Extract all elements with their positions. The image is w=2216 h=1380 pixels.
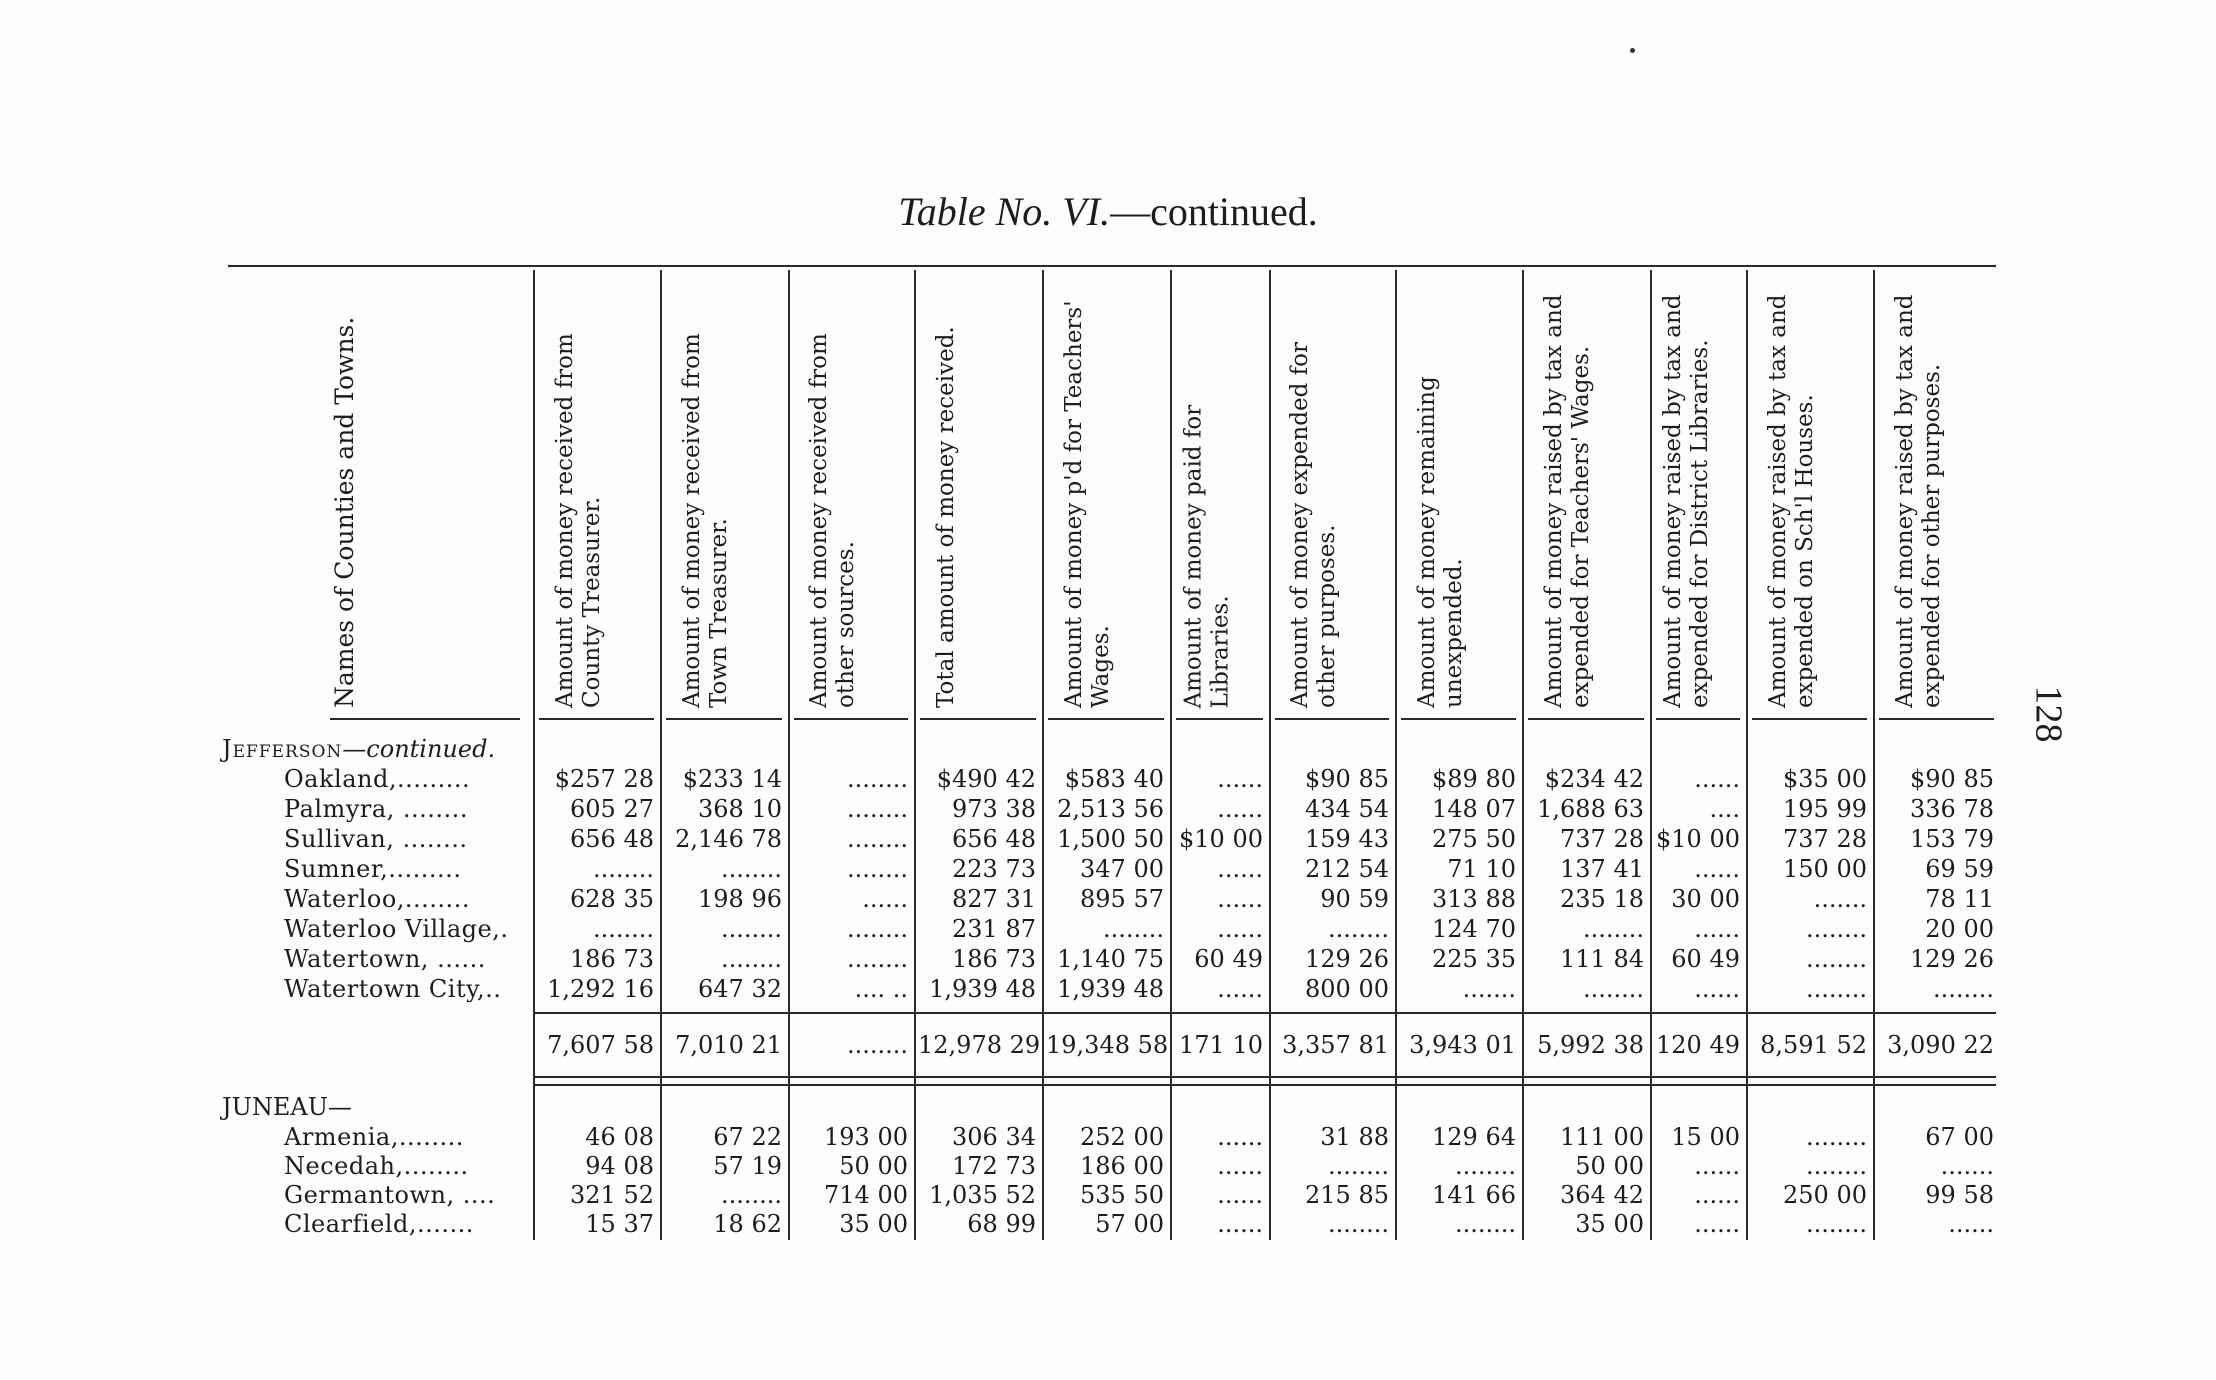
table-cell: $89 80 xyxy=(1432,765,1516,793)
table-cell: ........ xyxy=(846,945,908,973)
header-bottom-rule xyxy=(1752,718,1867,720)
table-cell: 129 26 xyxy=(1910,945,1994,973)
table-cell: 5,992 38 xyxy=(1537,1031,1644,1059)
county-label-jefferson xyxy=(222,734,495,764)
table-cell: ........ xyxy=(1582,915,1644,943)
table-cell: 313 88 xyxy=(1432,885,1516,913)
table-cell: 68 99 xyxy=(967,1210,1036,1238)
town-name: Armenia,........ xyxy=(284,1123,464,1151)
table-cell: $257 28 xyxy=(554,765,654,793)
header-bottom-rule xyxy=(1176,718,1263,720)
table-cell: 535 50 xyxy=(1080,1181,1164,1209)
table-cell: ...... xyxy=(1217,1152,1263,1180)
table-cell: ........ xyxy=(1805,975,1867,1003)
table-cell: 656 48 xyxy=(952,825,1036,853)
town-name: Germantown, .... xyxy=(284,1181,496,1209)
town-name: Waterloo,........ xyxy=(284,885,470,913)
table-top-rule xyxy=(228,265,1996,267)
table-cell: 7,607 58 xyxy=(547,1031,654,1059)
table-cell: ........ xyxy=(1327,1210,1389,1238)
column-rule xyxy=(660,270,662,1240)
table-cell: 129 64 xyxy=(1432,1123,1516,1151)
header-bottom-rule xyxy=(920,718,1036,720)
table-cell: 186 73 xyxy=(952,945,1036,973)
county-name: Jefferson xyxy=(222,735,343,763)
column-header: Total amount of money received. xyxy=(933,326,959,708)
table-cell: 57 00 xyxy=(1095,1210,1164,1238)
table-cell: 223 73 xyxy=(952,855,1036,883)
table-cell: ........ xyxy=(846,1031,908,1059)
table-cell: ...... xyxy=(862,885,908,913)
table-cell: ........ xyxy=(720,855,782,883)
table-cell: 225 35 xyxy=(1432,945,1516,973)
town-name: Palmyra, ........ xyxy=(284,795,468,823)
table-cell: ...... xyxy=(1217,1210,1263,1238)
table-cell: 60 49 xyxy=(1671,945,1740,973)
town-name: Waterloo Village,. xyxy=(284,915,509,943)
table-cell: 252 00 xyxy=(1080,1123,1164,1151)
table-cell: 15 00 xyxy=(1671,1123,1740,1151)
column-header: Amount of money raised by tax and expended for District Libraries. xyxy=(1660,294,1713,708)
table-cell: ........ xyxy=(846,825,908,853)
town-name: Oakland,......... xyxy=(284,765,471,793)
table-cell: 20 00 xyxy=(1925,915,1994,943)
table-cell: 434 54 xyxy=(1305,795,1389,823)
table-cell: ........ xyxy=(1805,1123,1867,1151)
table-cell: 141 66 xyxy=(1432,1181,1516,1209)
table-cell: 67 22 xyxy=(713,1123,782,1151)
table-cell: 69 59 xyxy=(1925,855,1994,883)
table-cell: 714 00 xyxy=(824,1181,908,1209)
header-bottom-rule xyxy=(1656,718,1740,720)
table-cell: 321 52 xyxy=(570,1181,654,1209)
table-cell: 1,688 63 xyxy=(1537,795,1644,823)
totals-bottom-rule xyxy=(533,1084,1996,1086)
column-header: Names of Counties and Towns. xyxy=(330,316,359,708)
table-cell: ........ xyxy=(720,915,782,943)
column-header: Amount of money raised by tax and expended on Sch'l Houses. xyxy=(1764,294,1818,708)
table-cell: ........ xyxy=(1102,915,1164,943)
table-cell: 973 38 xyxy=(952,795,1036,823)
table-cell: 250 00 xyxy=(1783,1181,1867,1209)
column-rule xyxy=(1395,270,1397,1240)
header-bottom-rule xyxy=(1401,718,1516,720)
table-cell: ........ xyxy=(720,945,782,973)
print-speck xyxy=(1630,48,1635,53)
table-cell: 111 84 xyxy=(1560,945,1644,973)
table-cell: ...... xyxy=(1217,1181,1263,1209)
table-cell: 12,978 29 xyxy=(918,1031,1041,1059)
table-cell: 2,146 78 xyxy=(675,825,782,853)
table-cell: 1,500 50 xyxy=(1057,825,1164,853)
table-cell: 153 79 xyxy=(1910,825,1994,853)
table-cell: 150 00 xyxy=(1783,855,1867,883)
table-cell: $490 42 xyxy=(936,765,1036,793)
table-cell: 193 00 xyxy=(824,1123,908,1151)
table-cell: 137 41 xyxy=(1560,855,1644,883)
table-cell: 111 00 xyxy=(1560,1123,1644,1151)
table-cell: ...... xyxy=(1694,915,1740,943)
column-header: Amount of money received from other sources. xyxy=(806,333,859,708)
town-name: Sumner,......... xyxy=(284,855,462,883)
column-header: Amount of money remaining unexpended. xyxy=(1413,376,1467,708)
table-cell: .... .. xyxy=(854,975,908,1003)
table-cell: 368 10 xyxy=(698,795,782,823)
table-cell: ........ xyxy=(1805,945,1867,973)
table-cell: 148 07 xyxy=(1432,795,1516,823)
table-cell: ........ xyxy=(1932,975,1994,1003)
column-rule xyxy=(1522,270,1524,1240)
title-italic: Table No. VI. xyxy=(898,189,1111,234)
table-cell: 212 54 xyxy=(1305,855,1389,883)
table-cell: 1,939 48 xyxy=(929,975,1036,1003)
header-bottom-rule xyxy=(1528,718,1644,720)
table-cell: 171 10 xyxy=(1179,1031,1263,1059)
header-bottom-rule xyxy=(1048,718,1164,720)
table-cell: 2,513 56 xyxy=(1057,795,1164,823)
table-cell: 827 31 xyxy=(952,885,1036,913)
header-bottom-rule xyxy=(1879,718,1994,720)
column-header: Amount of money p'd for Teachers' Wages. xyxy=(1061,300,1114,708)
column-rule xyxy=(533,270,535,1240)
table-cell: $35 00 xyxy=(1783,765,1867,793)
table-cell: 215 85 xyxy=(1305,1181,1389,1209)
table-cell: 71 10 xyxy=(1447,855,1516,883)
table-cell: .... xyxy=(1709,795,1740,823)
table-cell: 231 87 xyxy=(952,915,1036,943)
table-cell: ....... xyxy=(1940,1152,1994,1180)
table-cell: 35 00 xyxy=(1575,1210,1644,1238)
table-cell: ...... xyxy=(1694,855,1740,883)
table-cell: 895 57 xyxy=(1080,885,1164,913)
table-cell: ...... xyxy=(1694,1181,1740,1209)
table-cell: $234 42 xyxy=(1544,765,1644,793)
table-cell: 99 58 xyxy=(1925,1181,1994,1209)
column-header: Amount of money received from County Treasurer. xyxy=(551,333,605,708)
table-cell: ........ xyxy=(1582,975,1644,1003)
column-header: Amount of money received from Town Treasurer. xyxy=(679,333,732,708)
table-cell: 172 73 xyxy=(952,1152,1036,1180)
table-cell: ...... xyxy=(1217,795,1263,823)
column-header: Amount of money raised by tax and expended for Teachers' Wages. xyxy=(1541,294,1594,708)
table-cell: 35 00 xyxy=(839,1210,908,1238)
column-header: Amount of money paid for Libraries. xyxy=(1180,404,1233,708)
table-cell: 1,939 48 xyxy=(1057,975,1164,1003)
table-cell: 57 19 xyxy=(713,1152,782,1180)
table-cell: 306 34 xyxy=(952,1123,1036,1151)
table-cell: 50 00 xyxy=(1575,1152,1644,1180)
table-cell: 50 00 xyxy=(839,1152,908,1180)
table-cell: 78 11 xyxy=(1925,885,1994,913)
table-cell: ...... xyxy=(1217,915,1263,943)
table-cell: $233 14 xyxy=(682,765,782,793)
column-header: Amount of money raised by tax and expended for other purposes. xyxy=(1891,294,1945,708)
table-cell: 628 35 xyxy=(570,885,654,913)
table-cell: 19,348 58 xyxy=(1046,1031,1169,1059)
column-rule xyxy=(1746,270,1748,1240)
table-cell: 46 08 xyxy=(585,1123,654,1151)
town-name: Clearfield,....... xyxy=(284,1210,474,1238)
table-cell: 7,010 21 xyxy=(675,1031,782,1059)
table-cell: ........ xyxy=(846,915,908,943)
column-rule xyxy=(1269,270,1271,1240)
totals-top-rule xyxy=(533,1012,1996,1014)
table-cell: ....... xyxy=(1462,975,1516,1003)
table-cell: 186 00 xyxy=(1080,1152,1164,1180)
table-cell: 1,035 52 xyxy=(929,1181,1036,1209)
totals-bottom-rule xyxy=(533,1076,1996,1078)
column-rule xyxy=(1170,270,1172,1240)
table-cell: 15 37 xyxy=(585,1210,654,1238)
table-cell: $90 85 xyxy=(1305,765,1389,793)
table-cell: ........ xyxy=(846,855,908,883)
table-cell: ........ xyxy=(1454,1210,1516,1238)
table-cell: 737 28 xyxy=(1783,825,1867,853)
table-cell: 30 00 xyxy=(1671,885,1740,913)
table-cell: ...... xyxy=(1948,1210,1994,1238)
table-cell: ...... xyxy=(1694,1152,1740,1180)
table-cell: ...... xyxy=(1217,975,1263,1003)
table-cell: 336 78 xyxy=(1910,795,1994,823)
table-cell: 1,292 16 xyxy=(547,975,654,1003)
county-label-juneau: JUNEAU— xyxy=(222,1093,352,1121)
table-cell: ...... xyxy=(1217,885,1263,913)
table-cell: 120 49 xyxy=(1656,1031,1740,1059)
table-cell: ........ xyxy=(1454,1152,1516,1180)
table-cell: 129 26 xyxy=(1305,945,1389,973)
table-cell: ....... xyxy=(1813,885,1867,913)
table-cell: 90 59 xyxy=(1320,885,1389,913)
table-cell: ...... xyxy=(1694,1210,1740,1238)
table-cell: ........ xyxy=(720,1181,782,1209)
table-cell: 94 08 xyxy=(585,1152,654,1180)
county-continued: —continued. xyxy=(342,735,496,763)
table-cell: 275 50 xyxy=(1432,825,1516,853)
table-cell: ...... xyxy=(1217,1123,1263,1151)
column-header: Amount of money expended for other purposes. xyxy=(1287,342,1340,708)
page-title xyxy=(0,188,2216,235)
table-cell: 737 28 xyxy=(1560,825,1644,853)
table-cell: ...... xyxy=(1694,975,1740,1003)
table-cell: 195 99 xyxy=(1783,795,1867,823)
table-cell: 605 27 xyxy=(570,795,654,823)
table-cell: 656 48 xyxy=(570,825,654,853)
table-cell: ........ xyxy=(592,855,654,883)
table-cell: 198 96 xyxy=(698,885,782,913)
table-cell: 8,591 52 xyxy=(1760,1031,1867,1059)
table-cell: 235 18 xyxy=(1560,885,1644,913)
table-cell: 60 49 xyxy=(1194,945,1263,973)
table-cell: 3,090 22 xyxy=(1887,1031,1994,1059)
table-cell: $10 00 xyxy=(1179,825,1263,853)
header-bottom-rule xyxy=(330,718,520,720)
table-cell: 124 70 xyxy=(1432,915,1516,943)
town-name: Watertown, ...... xyxy=(284,945,486,973)
table-cell: ........ xyxy=(1805,915,1867,943)
table-cell: ........ xyxy=(1805,1210,1867,1238)
table-cell: 347 00 xyxy=(1080,855,1164,883)
table-cell: ........ xyxy=(846,795,908,823)
table-cell: 31 88 xyxy=(1320,1123,1389,1151)
town-name: Sullivan, ........ xyxy=(284,825,468,853)
table-cell: 647 32 xyxy=(698,975,782,1003)
table-cell: ...... xyxy=(1694,765,1740,793)
table-cell: ........ xyxy=(592,915,654,943)
column-rule xyxy=(914,270,916,1240)
table-cell: ........ xyxy=(1805,1152,1867,1180)
table-cell: ........ xyxy=(1327,915,1389,943)
table-cell: $10 00 xyxy=(1656,825,1740,853)
header-bottom-rule xyxy=(539,718,654,720)
column-rule xyxy=(1650,270,1652,1240)
table-cell: 3,943 01 xyxy=(1409,1031,1516,1059)
table-cell: 18 62 xyxy=(713,1210,782,1238)
title-rest: —continued. xyxy=(1110,189,1318,234)
table-cell: ........ xyxy=(1327,1152,1389,1180)
page-number: 128 xyxy=(2027,685,2070,743)
table-cell: 186 73 xyxy=(570,945,654,973)
header-bottom-rule xyxy=(794,718,908,720)
table-cell: ........ xyxy=(846,765,908,793)
town-name: Necedah,........ xyxy=(284,1152,469,1180)
table-cell: ...... xyxy=(1217,855,1263,883)
column-rule xyxy=(1873,270,1875,1240)
table-cell: $583 40 xyxy=(1064,765,1164,793)
table-cell: $90 85 xyxy=(1910,765,1994,793)
header-bottom-rule xyxy=(666,718,782,720)
table-cell: 1,140 75 xyxy=(1057,945,1164,973)
table-cell: 800 00 xyxy=(1305,975,1389,1003)
table-cell: 364 42 xyxy=(1560,1181,1644,1209)
table-cell: 3,357 81 xyxy=(1282,1031,1389,1059)
table-cell: ...... xyxy=(1217,765,1263,793)
header-bottom-rule xyxy=(1275,718,1389,720)
column-rule xyxy=(788,270,790,1240)
table-cell: 67 00 xyxy=(1925,1123,1994,1151)
town-name: Watertown City,.. xyxy=(284,975,502,1003)
column-rule xyxy=(1042,270,1044,1240)
table-cell: 159 43 xyxy=(1305,825,1389,853)
